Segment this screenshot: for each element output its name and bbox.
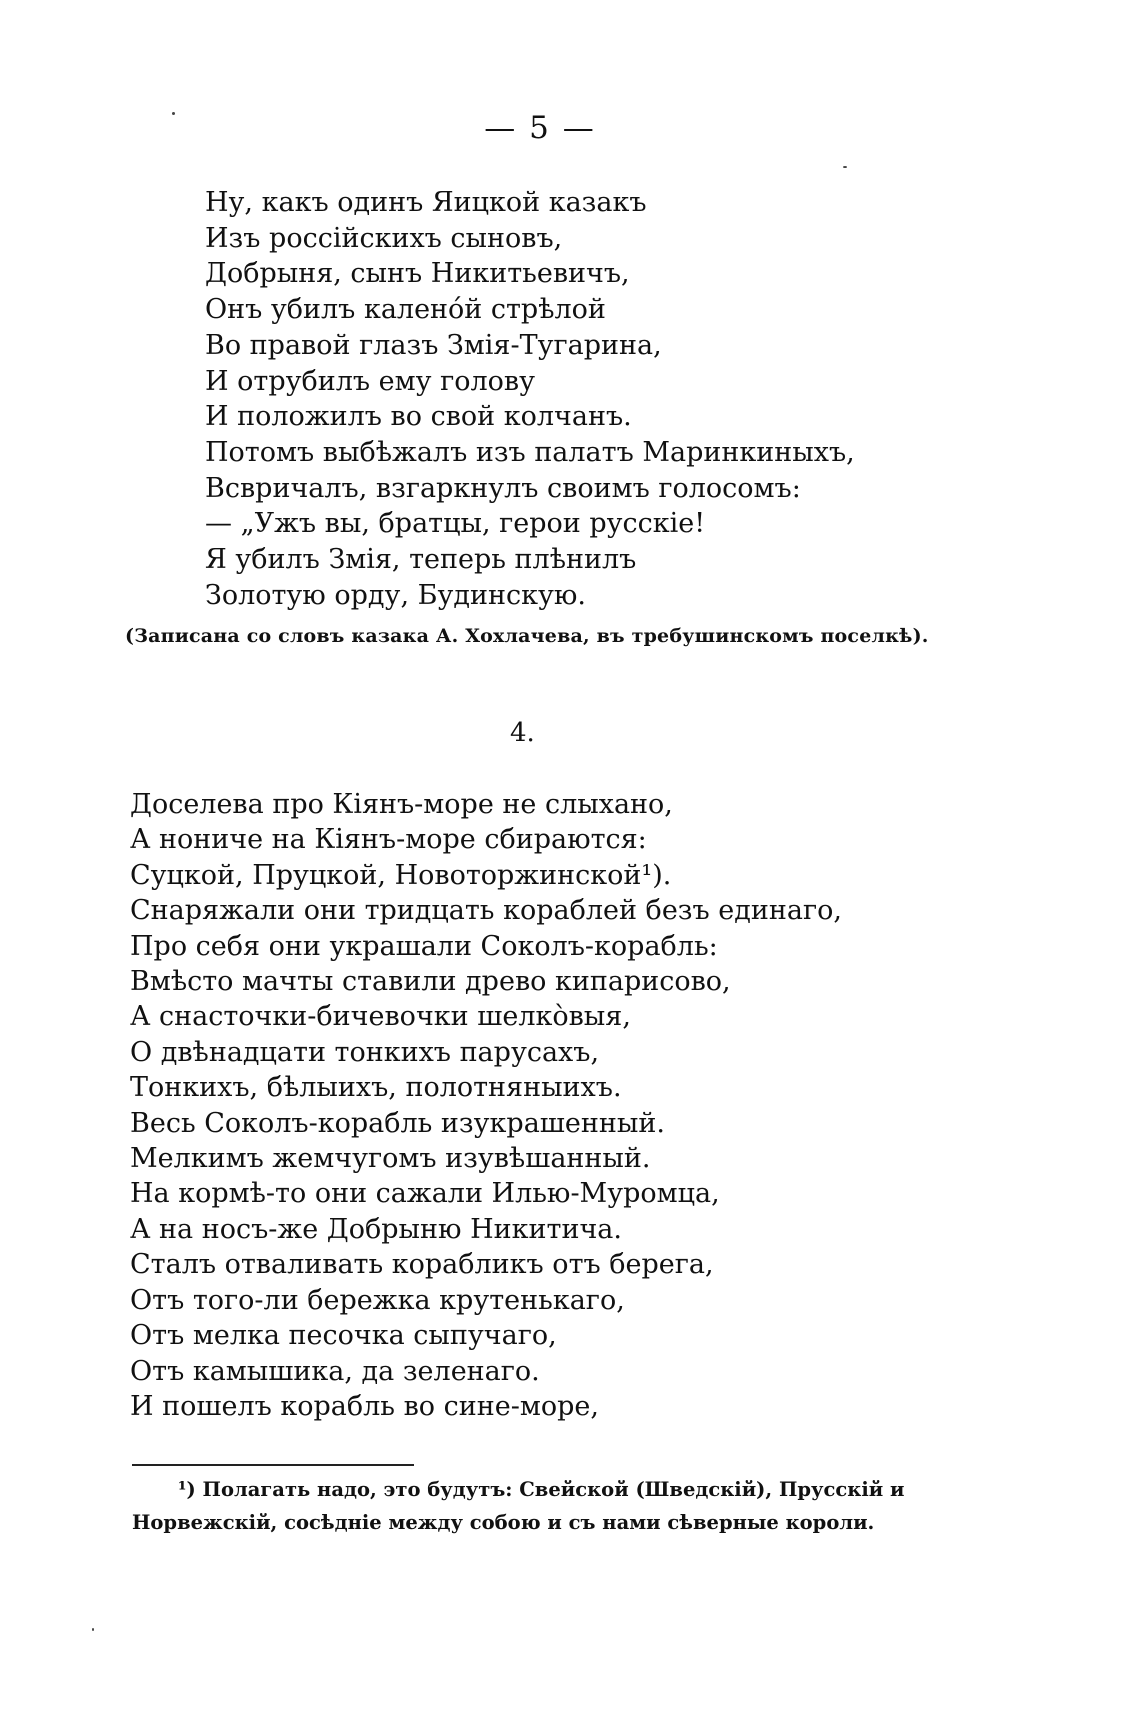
verse-line: Золотую орду, Будинскую. — [205, 579, 586, 611]
verse-line: А нониче на Кіянъ-море сбираются: — [130, 824, 647, 856]
verse-line: И пошелъ корабль во сине-море, — [130, 1390, 599, 1422]
footnote-line: ¹) Полагать надо, это будутъ: Свейской (Шведскій), Прусскій и — [178, 1478, 905, 1501]
verse-line: Про себя они украшали Соколъ-корабль: — [130, 930, 718, 962]
verse-line: Потомъ выбѣжалъ изъ палатъ Маринкиныхъ, — [205, 436, 855, 468]
verse-line: Ну, какъ одинъ Яицкой казакъ — [205, 187, 647, 218]
verse-line: А на носъ-же Добрыню Никитича. — [130, 1213, 622, 1245]
verse-line: — „Ужъ вы, братцы, герои русскіе! — [205, 508, 706, 540]
verse-line: О двѣнадцати тонкихъ парусахъ, — [130, 1036, 600, 1068]
paper-speck — [92, 1628, 94, 1631]
verse-line: Суцкой, Пруцкой, Новоторжинской¹). — [130, 859, 672, 891]
section-number: 4. — [510, 718, 535, 748]
verse-line: Онъ убилъ каленóй стрѣлой — [205, 294, 606, 326]
verse-line: И положилъ во свой колчанъ. — [205, 401, 632, 433]
verse-line: Доселева про Кіянъ-море не слыхано, — [130, 789, 673, 820]
footnote — [132, 1473, 962, 1539]
verse-line: Отъ камышика, да зеленаго. — [130, 1355, 540, 1387]
page-number: — 5 — — [484, 110, 596, 146]
verse-line: Вмѣсто мачты ставили древо кипарисово, — [130, 966, 731, 998]
verse-line: Добрыня, сынъ Никитьевичъ, — [205, 258, 630, 290]
verse-line: Всвричалъ, взгаркнулъ своимъ голосомъ: — [205, 472, 801, 504]
verse-line: Весь Соколъ-корабль изукрашенный. — [130, 1107, 665, 1139]
verse-line: А снасточки-бичевочки шелкòвыя, — [130, 1001, 631, 1033]
verse-line: Тонкихъ, бѣлыихъ, полотняныихъ. — [130, 1072, 622, 1104]
verse-line: Изъ россійскихъ сыновъ, — [205, 222, 563, 254]
footnote-line: Норвежскій, сосѣдніе между собою и съ нами сѣверные короли. — [132, 1511, 875, 1534]
verse-line: Я убилъ Змія, теперь плѣнилъ — [205, 544, 637, 576]
attribution-note: (Записана со словъ казака А. Хохлачева, въ требушинскомъ поселкѣ). — [125, 625, 929, 647]
paper-speck — [843, 166, 847, 168]
verse-line: И отрубилъ ему голову — [205, 365, 535, 397]
verse-line: На кормѣ-то они сажали Илью-Муромца, — [130, 1178, 720, 1210]
verse-line: Снаряжали они тридцать кораблей безъ единаго, — [130, 895, 842, 927]
verse-line: Сталъ отваливать корабликъ отъ берега, — [130, 1249, 714, 1281]
paper-speck — [172, 112, 175, 115]
verse-3-ending — [205, 185, 855, 613]
footnote-divider — [132, 1464, 414, 1466]
verse-line: Во правой глазъ Змія-Тугарина, — [205, 329, 662, 361]
verse-4 — [130, 787, 842, 1424]
verse-line: Отъ мелка песочка сыпучаго, — [130, 1320, 557, 1352]
verse-line: Мелкимъ жемчугомъ изувѣшанный. — [130, 1143, 651, 1175]
verse-line: Отъ того-ли бережка крутенькаго, — [130, 1284, 625, 1316]
